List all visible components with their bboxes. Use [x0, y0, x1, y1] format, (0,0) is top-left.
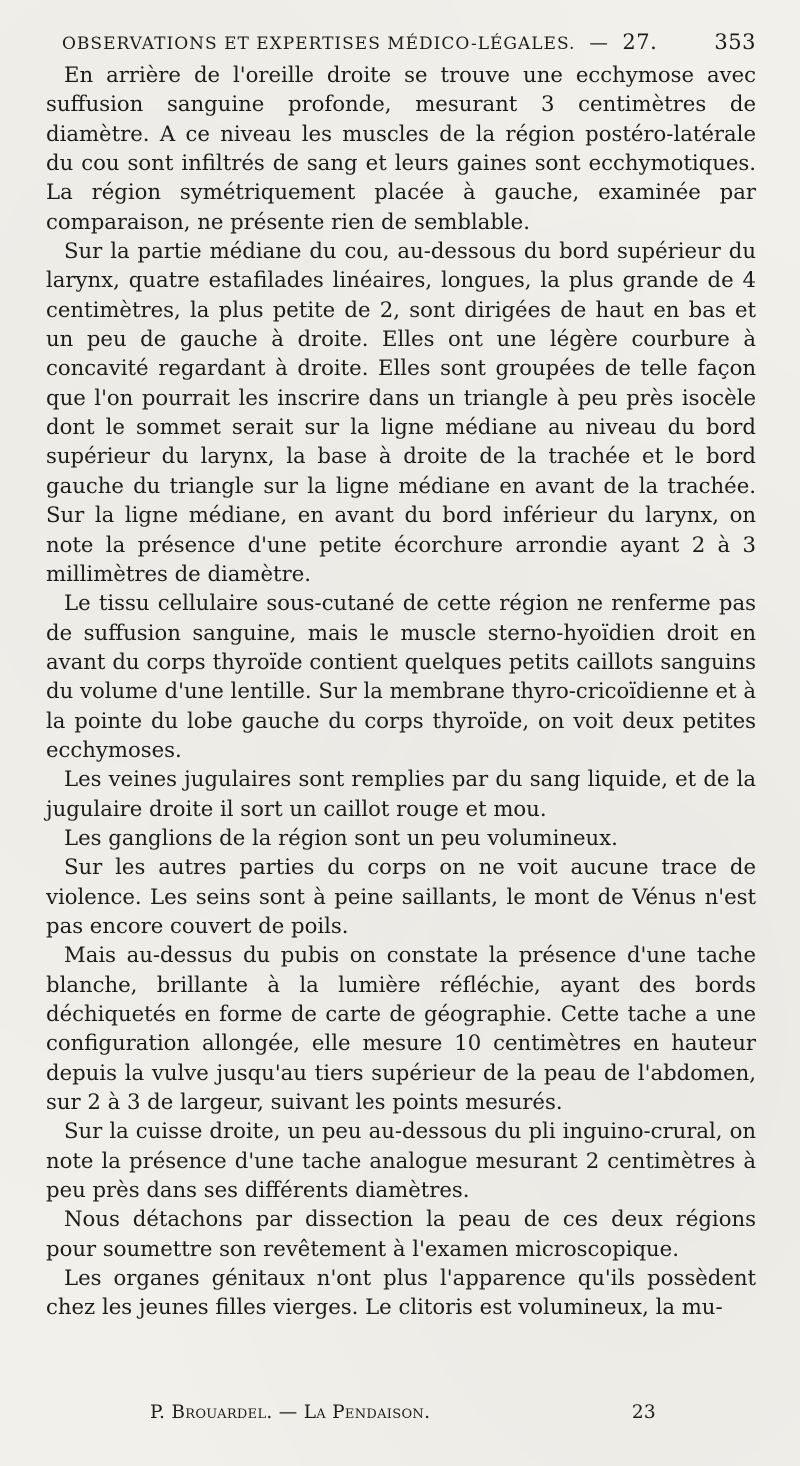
observation-number: 27.: [622, 30, 658, 54]
paragraph: Mais au-dessus du pubis on constate la présence d'une tache blanche, brillante à la lumière réfléchie, ayant des bords déchiquetés en forme de carte de géographie. Cette tache a une configuration allongée, elle mesure 10 centimètres en hauteur depuis la vulve jusqu'au tiers supérieur de la peau de l'abdomen, sur 2 à 3 de largeur, suivant les points mesurés.: [46, 942, 756, 1115]
paragraph: Nous détachons par dissection la peau de ces deux régions pour soumettre son revêtement à l'examen microscopique.: [46, 1206, 756, 1261]
paragraph: Sur les autres parties du corps on ne voit aucune trace de violence. Les seins sont à peine saillants, le mont de Vénus n'est pas encore couvert de poils.: [46, 854, 756, 938]
body-text: [46, 60, 756, 1322]
header-separator: —: [589, 33, 609, 54]
page-footer: [150, 1402, 656, 1423]
page-number: 353: [714, 30, 756, 54]
paragraph: En arrière de l'oreille droite se trouve une ecchymose avec suffusion sanguine profonde, mesurant 3 centimètres de diamètre. A ce niveau les muscles de la région postéro-latérale du cou sont infiltrés de sang et leurs gaines sont ecchymotiques. La région symétriquement placée à gauche, examinée par comparaison, ne présente rien de semblable.: [46, 62, 756, 234]
paragraph: Les organes génitaux n'ont plus l'apparence qu'ils possèdent chez les jeunes filles vierges. Le clitoris est volumineux, la mu-: [46, 1265, 756, 1320]
paragraph: Les veines jugulaires sont remplies par du sang liquide, et de la jugulaire droite il sort un caillot rouge et mou.: [46, 766, 756, 821]
footer-author-title: P. Brouardel. — La Pendaison.: [150, 1402, 431, 1423]
header-title: OBSERVATIONS ET EXPERTISES MÉDICO-LÉGALES.: [62, 34, 576, 54]
paragraph: Les ganglions de la région sont un peu volumineux.: [64, 824, 618, 850]
paragraph: Sur la cuisse droite, un peu au-dessous du pli inguino-crural, on note la présence d'une tache analogue mesurant 2 centimètres à peu près dans ses différents diamètres.: [46, 1118, 756, 1203]
paragraph: Le tissu cellulaire sous-cutané de cette région ne renferme pas de suffusion sanguine, mais le muscle sterno-hyoïdien droit en avant du corps thyroïde contient quelques petits caillots sanguins du volume d'une lentille. Sur la membrane thyro-cricoïdienne et à la pointe du lobe gauche du corps thyroïde, on voit deux petites ecchymoses.: [46, 590, 756, 762]
signature-mark: 23: [631, 1402, 656, 1423]
paragraph: Sur la partie médiane du cou, au-dessous du bord supérieur du larynx, quatre estafilades linéaires, longues, la plus grande de 4 centimètres, la plus petite de 2, sont dirigées de haut en bas et un peu de gauche à droite. Elles ont une légère courbure à concavité regardant à droite. Elles sont groupées de telle façon que l'on pourrait les inscrire dans un triangle à peu près isocèle dont le sommet serait sur la ligne médiane au niveau du bord supérieur du larynx, la base à droite de la trachée et le bord gauche du triangle sur la ligne médiane en avant de la trachée. Sur la ligne médiane, en avant du bord inférieur du larynx, on note la présence d'une petite écorchure arrondie ayant 2 à 3 millimètres de diamètre.: [46, 238, 756, 586]
